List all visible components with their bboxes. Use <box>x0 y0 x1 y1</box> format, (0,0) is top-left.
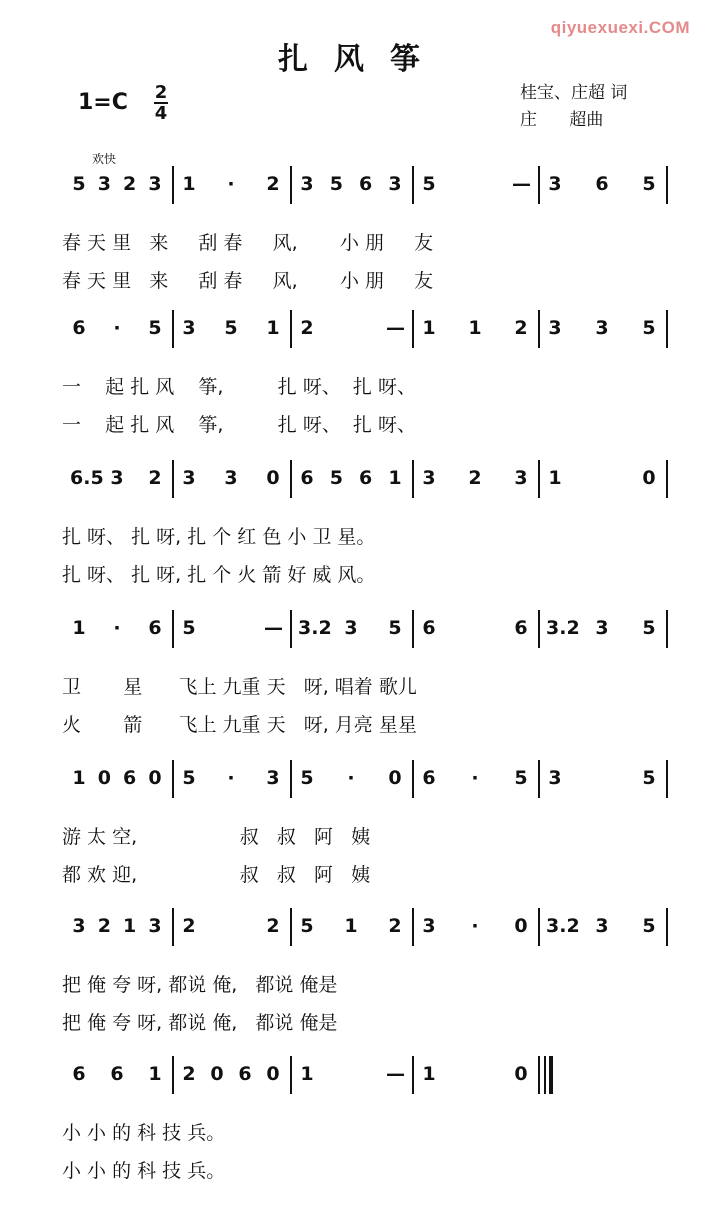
note: 0 <box>148 767 162 789</box>
note-line <box>62 460 672 500</box>
note: 6 <box>422 767 436 789</box>
barline <box>290 1056 292 1094</box>
credit-music: 庄 超曲 <box>520 110 604 130</box>
note-line <box>62 1056 672 1096</box>
note: · <box>113 617 121 639</box>
note: 3.2 <box>546 915 580 937</box>
barline <box>666 166 668 204</box>
note: 0 <box>97 767 111 789</box>
note: 5 <box>148 317 162 339</box>
note: 2 <box>468 467 482 489</box>
note: 1 <box>72 617 86 639</box>
lyrics-verse-1: 小 小 的 科 技 兵。 <box>62 1122 226 1144</box>
note: 6 <box>148 617 162 639</box>
note: 2 <box>182 915 196 937</box>
note: 3.2 <box>298 617 332 639</box>
note-line <box>62 610 672 650</box>
note: 6 <box>110 1063 124 1085</box>
note: 6 <box>123 767 137 789</box>
note: 1 <box>344 915 358 937</box>
note: 2 <box>148 467 162 489</box>
watermark: qiyuexuexi.COM <box>550 18 690 37</box>
note: 1 <box>422 1063 436 1085</box>
note: 0 <box>266 1063 280 1085</box>
note: 3 <box>548 173 562 195</box>
note: 6 <box>238 1063 252 1085</box>
note: · <box>347 767 355 789</box>
note: — <box>264 617 283 639</box>
note: 3 <box>266 767 280 789</box>
note: 5 <box>224 317 238 339</box>
barline <box>412 166 414 204</box>
note: 3 <box>422 467 436 489</box>
barline <box>666 610 668 648</box>
barline <box>538 760 540 798</box>
note: 6 <box>72 317 86 339</box>
song-title: 扎风筝 <box>278 42 446 77</box>
lyrics-verse-1: 扎 呀、 扎 呀, 扎 个 红 色 小 卫 星。 <box>62 526 376 548</box>
note: 3 <box>595 317 609 339</box>
note: 1 <box>182 173 196 195</box>
credit-lyrics: 桂宝、庄超 词 <box>520 83 628 103</box>
note: 2 <box>123 173 137 195</box>
note: 2 <box>266 173 280 195</box>
barline <box>290 610 292 648</box>
note: 5 <box>182 617 196 639</box>
note: · <box>471 767 479 789</box>
note: 5 <box>182 767 196 789</box>
note: 2 <box>388 915 402 937</box>
note-line <box>62 310 672 350</box>
note: 1 <box>300 1063 314 1085</box>
note: 3 <box>548 317 562 339</box>
note: 5 <box>642 173 656 195</box>
note: 2 <box>266 915 280 937</box>
note: · <box>113 317 121 339</box>
note: 6 <box>595 173 609 195</box>
note: 3 <box>344 617 358 639</box>
note: 5 <box>642 915 656 937</box>
note-line <box>62 760 672 800</box>
barline <box>666 908 668 946</box>
lyrics-verse-2: 火 箭 飞上 九重 天 呀, 月亮 星星 <box>62 714 417 736</box>
note: 3 <box>148 173 162 195</box>
note: 2 <box>97 915 111 937</box>
note: 1 <box>422 317 436 339</box>
lyrics-verse-2: 春 天 里 来 刮 春 风, 小 朋 友 <box>62 270 434 292</box>
note-line <box>62 166 672 206</box>
key-signature: 1=C <box>78 90 128 115</box>
credits <box>520 80 627 134</box>
note: 6 <box>359 173 373 195</box>
note: 0 <box>266 467 280 489</box>
barline <box>412 760 414 798</box>
barline <box>172 1056 174 1094</box>
note: 6 <box>359 467 373 489</box>
note: 5 <box>72 173 86 195</box>
note: — <box>386 317 405 339</box>
lyrics-verse-1: 把 俺 夸 呀, 都说 俺, 都说 俺是 <box>62 974 338 996</box>
note: 3 <box>548 767 562 789</box>
note: 0 <box>642 467 656 489</box>
barline <box>290 908 292 946</box>
note: 1 <box>388 467 402 489</box>
barline <box>412 310 414 348</box>
barline <box>290 310 292 348</box>
barline <box>538 610 540 648</box>
barline <box>538 166 540 204</box>
note: 0 <box>210 1063 224 1085</box>
note: 3 <box>182 317 196 339</box>
lyrics-verse-2: 小 小 的 科 技 兵。 <box>62 1160 226 1182</box>
note: 5 <box>300 767 314 789</box>
barline <box>538 908 540 946</box>
barline <box>412 908 414 946</box>
note: 3 <box>422 915 436 937</box>
lyrics-verse-1: 一 起 扎 风 筝, 扎 呀、 扎 呀、 <box>62 376 416 398</box>
barline <box>666 760 668 798</box>
note: 5 <box>300 915 314 937</box>
note: 3 <box>182 467 196 489</box>
barline <box>172 310 174 348</box>
note: 6 <box>300 467 314 489</box>
note: 3 <box>595 915 609 937</box>
barline <box>538 310 540 348</box>
barline <box>172 908 174 946</box>
note: 3 <box>148 915 162 937</box>
lyrics-verse-2: 把 俺 夸 呀, 都说 俺, 都说 俺是 <box>62 1012 338 1034</box>
note: · <box>227 767 235 789</box>
lyrics-verse-1: 游 太 空, 叔 叔 阿 姨 <box>62 826 371 848</box>
note: 1 <box>72 767 86 789</box>
note: 1 <box>468 317 482 339</box>
note: 1 <box>148 1063 162 1085</box>
note: 6.5 <box>70 467 104 489</box>
note: 5 <box>329 173 343 195</box>
barline <box>412 460 414 498</box>
note: 5 <box>514 767 528 789</box>
note: 1 <box>548 467 562 489</box>
final-barline <box>549 1056 553 1094</box>
barline <box>172 166 174 204</box>
note: — <box>386 1063 405 1085</box>
time-signature-bottom: 4 <box>154 103 168 124</box>
note: 0 <box>514 1063 528 1085</box>
barline <box>538 460 540 498</box>
note: 3 <box>97 173 111 195</box>
note: 3 <box>300 173 314 195</box>
note: 5 <box>388 617 402 639</box>
note: 1 <box>123 915 137 937</box>
note: 6 <box>514 617 528 639</box>
note: 5 <box>642 767 656 789</box>
barline <box>544 1056 546 1094</box>
barline <box>172 610 174 648</box>
note: 3 <box>514 467 528 489</box>
barline <box>666 310 668 348</box>
tempo-marking: 欢快 <box>92 152 117 166</box>
note: 3 <box>388 173 402 195</box>
lyrics-verse-1: 春 天 里 来 刮 春 风, 小 朋 友 <box>62 232 434 254</box>
note: · <box>471 915 479 937</box>
note: 5 <box>642 617 656 639</box>
lyrics-verse-1: 卫 星 飞上 九重 天 呀, 唱着 歌儿 <box>62 676 417 698</box>
note: 3 <box>595 617 609 639</box>
note: 2 <box>514 317 528 339</box>
note: 2 <box>300 317 314 339</box>
note-line <box>62 908 672 948</box>
note: 5 <box>642 317 656 339</box>
note: 6 <box>72 1063 86 1085</box>
barline <box>290 760 292 798</box>
note: · <box>227 173 235 195</box>
note: 6 <box>422 617 436 639</box>
barline <box>412 610 414 648</box>
note: 3.2 <box>546 617 580 639</box>
time-signature <box>154 84 168 122</box>
note: — <box>512 173 531 195</box>
lyrics-verse-2: 一 起 扎 风 筝, 扎 呀、 扎 呀、 <box>62 414 416 436</box>
note: 0 <box>514 915 528 937</box>
note: 0 <box>388 767 402 789</box>
note: 5 <box>422 173 436 195</box>
barline <box>290 460 292 498</box>
note: 3 <box>110 467 124 489</box>
note: 3 <box>224 467 238 489</box>
note: 3 <box>72 915 86 937</box>
barline <box>290 166 292 204</box>
note: 5 <box>329 467 343 489</box>
barline <box>172 760 174 798</box>
time-signature-top: 2 <box>154 82 168 103</box>
barline <box>412 1056 414 1094</box>
note: 1 <box>266 317 280 339</box>
barline <box>538 1056 540 1094</box>
barline <box>666 460 668 498</box>
note: 2 <box>182 1063 196 1085</box>
lyrics-verse-2: 扎 呀、 扎 呀, 扎 个 火 箭 好 威 风。 <box>62 564 376 586</box>
barline <box>172 460 174 498</box>
lyrics-verse-2: 都 欢 迎, 叔 叔 阿 姨 <box>62 864 371 886</box>
